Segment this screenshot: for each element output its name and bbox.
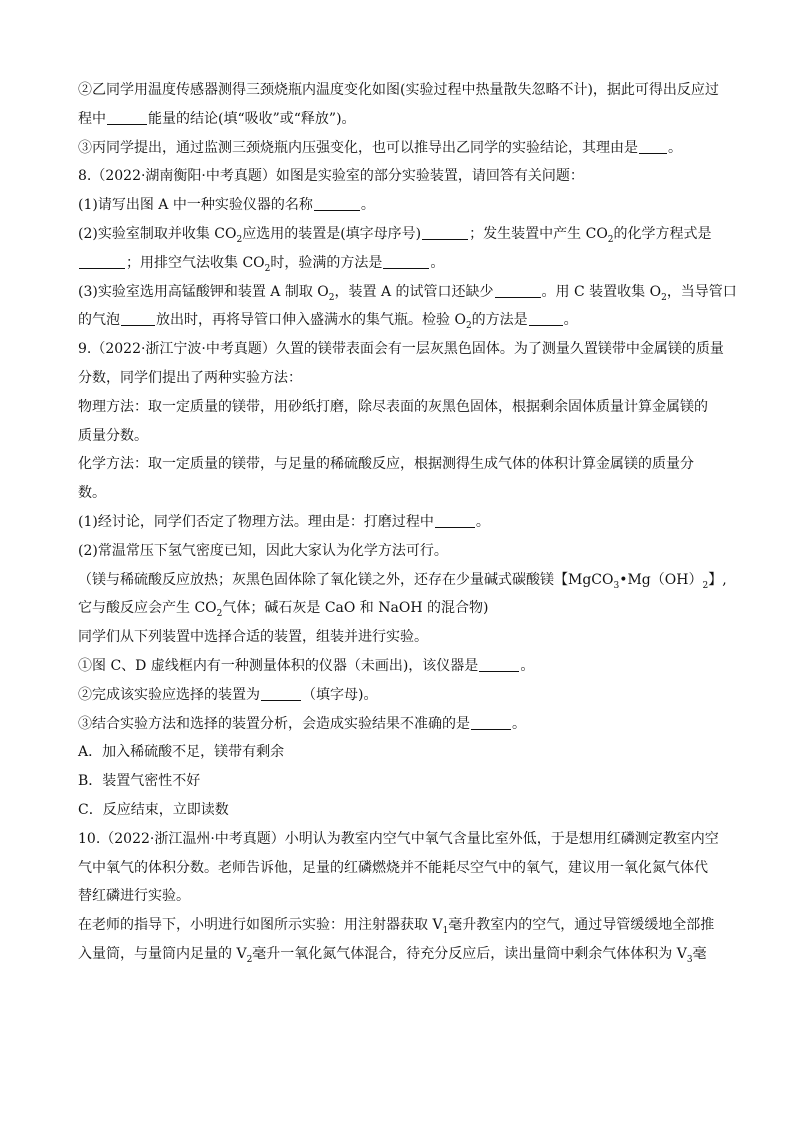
text-line: ③丙同学提出，通过监测三颈烧瓶内压强变化，也可以推导出乙同学的实验结论，其理由是 。 bbox=[78, 139, 682, 156]
question-9-heading: 9.（2022·浙江宁波·中考真题）久置的镁带表面会有一层灰黑色固体。为了测量久置镁带中金属镁的质量 bbox=[78, 341, 724, 358]
text-line: 入量筒，与量筒内足量的 $V_2$毫升一氧化氮气体混合，待充分反应后，读出量筒中剩余气体体积为 $V_3$毫 bbox=[78, 945, 707, 965]
text-line: 同学们从下列装置中选择合适的装置，组装并进行实验。 bbox=[78, 629, 428, 646]
answer-blank[interactable] bbox=[479, 657, 519, 672]
text-line: 气中氧气的体积分数。老师告诉他，足量的红磷燃烧并不能耗尽空气中的氧气，建议用一氧化氮气体代 bbox=[78, 859, 708, 876]
text-line: 替红磷进行实验。 bbox=[78, 888, 190, 905]
text-line: (2)实验室制取并收集 $CO_2$应选用的装置是(填字母序号) ；发生装置中产生 $CO_2$的化学方程式是 bbox=[78, 225, 712, 245]
text-line: ②乙同学用温度传感器测得三颈烧瓶内温度变化如图(实验过程中热量散失忽略不计)，据此可得出反应过 bbox=[78, 82, 719, 98]
text-line: ；用排空气法收集 $CO_2$时，验满的方法是 。 bbox=[78, 249, 723, 278]
text-line: 在老师的指导下，小明进行如图所示实验：用注射器获取 $V_1$毫升教室内的空气，通过导管缓缓地全部推 bbox=[78, 917, 715, 936]
document-page bbox=[78, 76, 737, 969]
answer-blank[interactable] bbox=[261, 686, 301, 701]
text-line: 物理方法：取一定质量的镁带，用砂纸打磨，除尽表面的灰黑色固体，根据剩余固体质量计算金属镁的 bbox=[78, 398, 708, 415]
answer-blank[interactable] bbox=[79, 254, 125, 269]
question-10-heading: 10.（2022·浙江温州·中考真题）小明认为教室内空气中氧气含量比室外低，于是想用红磷测定教室内空 bbox=[78, 830, 719, 847]
answer-blank[interactable] bbox=[383, 254, 429, 269]
option-b: B．装置气密性不好 bbox=[78, 773, 201, 790]
answer-blank[interactable] bbox=[639, 139, 667, 154]
text-line: (1)请写出图 A 中一种实验仪器的名称 。 bbox=[78, 197, 375, 214]
answer-blank[interactable] bbox=[422, 225, 468, 240]
text-line: ①图 C、D 虚线框内有一种测量体积的仪器（未画出)，该仪器是 。 bbox=[78, 657, 535, 674]
text-line: ②完成该实验应选择的装置为 （填字母)。 bbox=[78, 686, 378, 703]
text-line: 的气泡 放出时，再将导管口伸入盛满水的集气瓶。检验 $O_2$的方法是 。 bbox=[78, 312, 578, 332]
answer-blank[interactable] bbox=[107, 110, 147, 125]
text-line: 化学方法：取一定质量的镁带，与足量的稀硫酸反应，根据测得生成气体的体积计算金属镁的质量分 bbox=[78, 456, 694, 473]
text-line: (2)常温常压下氢气密度已知，因此大家认为化学方法可行。 bbox=[78, 542, 448, 559]
answer-blank[interactable] bbox=[435, 513, 475, 528]
text-line: （镁与稀硫酸反应放热；灰黑色固体除了氧化镁之外，还存在少量碱式碳酸镁【$MgCO_3•Mg(OH)_2$】, bbox=[78, 571, 727, 591]
answer-blank[interactable] bbox=[495, 283, 541, 298]
text-line: ③结合实验方法和选择的装置分析，会造成实验结果不准确的是 。 bbox=[78, 715, 526, 732]
text-line: (1)经讨论，同学们否定了物理方法。理由是：打磨过程中 。 bbox=[78, 513, 490, 530]
text-line: 程中 能量的结论(填“吸收”或“释放”)。 bbox=[78, 110, 356, 127]
text-line: (3)实验室选用高锰酸钾和装置 A 制取 $O_2$，装置 A 的试管口还缺少 。用 C 装置收集 $O_2$，当导管口 bbox=[78, 283, 737, 303]
answer-blank[interactable] bbox=[121, 311, 155, 326]
text-line: 它与酸反应会产生 $CO_2$气体；碱石灰是 CaO 和 NaOH 的混合物) bbox=[78, 600, 489, 620]
text-line: 分数，同学们提出了两种实验方法： bbox=[78, 369, 302, 386]
option-a: A．加入稀硫酸不足，镁带有剩余 bbox=[78, 744, 285, 761]
text-line: 质量分数。 bbox=[78, 427, 148, 444]
answer-blank[interactable] bbox=[471, 715, 511, 730]
question-8-heading: 8.（2022·湖南衡阳·中考真题）如图是实验室的部分实验装置，请回答有关问题： bbox=[78, 168, 584, 185]
option-c: C．反应结束，立即读数 bbox=[78, 801, 229, 818]
text-line: 数。 bbox=[78, 485, 106, 502]
answer-blank[interactable] bbox=[529, 311, 563, 326]
answer-blank[interactable] bbox=[314, 196, 360, 211]
